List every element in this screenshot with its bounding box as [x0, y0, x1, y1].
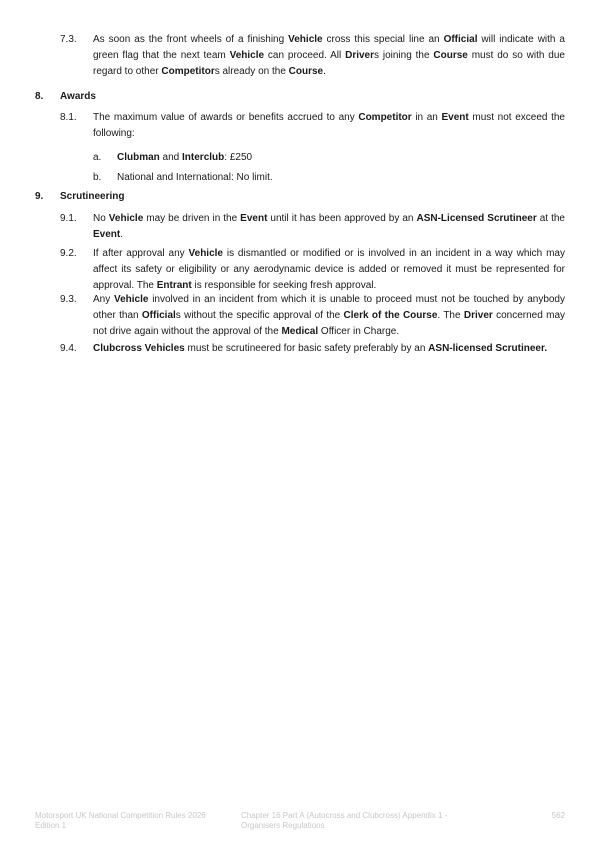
clause-number-9-1: 9.1. — [60, 213, 77, 224]
footer-chapter-subtitle: Organisers Regulations — [241, 821, 325, 830]
defined-term: Vehicle — [108, 213, 144, 224]
defined-term: Course — [288, 66, 324, 77]
clause-number-9-4: 9.4. — [60, 343, 77, 354]
defined-term: Official — [141, 310, 176, 321]
defined-term: ASN-licensed Scrutineer. — [428, 343, 548, 354]
clause-9-3-text: Any Vehicle involved in an incident from which it is unable to proceed must not be touched by anybody other than Officials without the specific approval of the Clerk of the Course. The Driver concerned may not drive again without the approval of the Medical Officer in Charge. — [93, 294, 566, 337]
defined-term: Vehicle — [288, 34, 323, 45]
defined-term: Competitor — [358, 112, 412, 123]
defined-term: Official — [443, 34, 478, 45]
subclause-letter-b: b. — [93, 172, 102, 183]
defined-term: Vehicle — [229, 50, 265, 61]
defined-term: Competitor — [161, 66, 215, 77]
section-title-awards: Awards — [60, 91, 96, 102]
defined-term: Clubcross Vehicles — [93, 343, 185, 354]
footer-left — [35, 811, 235, 831]
clause-9-2-text: If after approval any Vehicle is dismantled or modified or is involved in an incident in a way which may affect its safety or eligibility or any aerodynamic device is added or removed it must be represented for approval. The Entrant is responsible for seeking fresh approval. — [93, 248, 565, 291]
defined-term: Clubman — [117, 152, 160, 163]
defined-term: Medical — [281, 326, 319, 337]
defined-term: Vehicle — [113, 294, 149, 305]
footer-page-number: 562 — [551, 811, 565, 820]
clause-number-9-2: 9.2. — [60, 248, 77, 259]
defined-term: Entrant — [156, 280, 192, 291]
defined-term: Vehicle — [188, 248, 223, 259]
defined-term: Driver — [463, 310, 493, 321]
section-title-scrutineering: Scrutineering — [60, 191, 125, 202]
defined-term: Driver — [345, 50, 374, 61]
defined-term: Interclub — [182, 152, 225, 163]
clause-9-1-text: No Vehicle may be driven in the Event until it has been approved by an ASN-Licensed Scrutineer at the Event. — [93, 213, 565, 240]
subclause-letter-a: a. — [93, 152, 102, 163]
section-number-8: 8. — [35, 91, 44, 102]
clause-number-8-1: 8.1. — [60, 112, 77, 123]
defined-term: ASN-Licensed Scrutineer — [416, 213, 537, 224]
defined-term: Event — [441, 112, 469, 123]
defined-term: Event — [240, 213, 268, 224]
defined-term: Event — [93, 229, 121, 240]
clause-8-1-text: The maximum value of awards or benefits accrued to any Competitor in an Event must not exceed the following: — [93, 112, 565, 139]
clause-number-9-3: 9.3. — [60, 294, 77, 305]
clause-9-4-text: Clubcross Vehicles must be scrutineered for basic safety preferably by an ASN-licensed Scrutineer. — [93, 343, 548, 354]
section-number-9: 9. — [35, 191, 44, 202]
subclause-a-text: Clubman and Interclub: £250 — [117, 152, 253, 163]
footer-publication-title: Motorsport UK National Competition Rules 2026 — [35, 811, 206, 820]
subclause-b-text: National and International: No limit. — [117, 172, 273, 183]
footer-edition: Edition 1 — [35, 821, 67, 830]
footer-chapter-title: Chapter 16 Part A (Autocross and Clubcross) Appendix 1 - — [241, 811, 448, 820]
footer-center — [241, 811, 501, 831]
defined-term: Course — [433, 50, 468, 61]
clause-7-3-text: As soon as the front wheels of a finishing Vehicle cross this special line an Official will indicate with a green flag that the next team Vehicle can proceed. All Drivers joining the Course must do so with due regard to other Competitors already on the Course. — [93, 34, 565, 77]
clause-number-7-3: 7.3. — [60, 34, 77, 45]
defined-term: Clerk of the Course — [343, 310, 438, 321]
